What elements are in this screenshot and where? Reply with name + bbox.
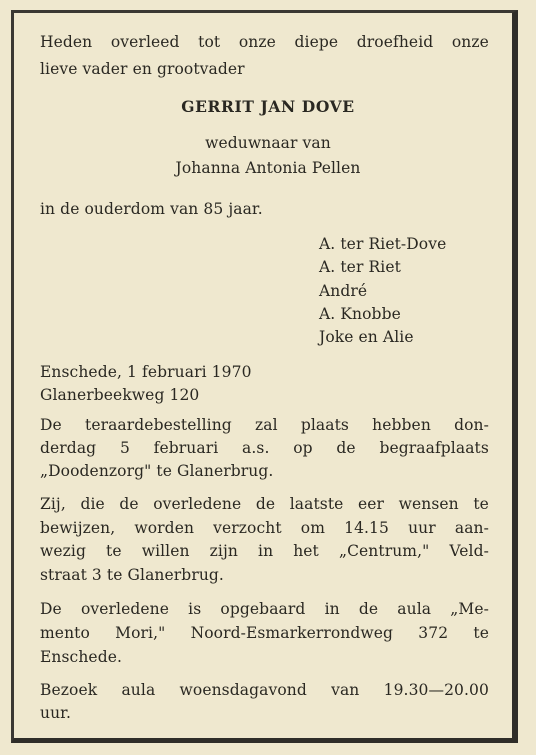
laid-out-line-2 [40, 623, 489, 643]
word: in [258, 542, 274, 560]
deceased-name: GERRIT JAN DOVE [181, 97, 355, 116]
condolence-line-3 [40, 541, 489, 561]
word: worden [134, 519, 195, 537]
word: don- [454, 416, 489, 434]
place-date: Enschede, 1 februari 1970 [40, 363, 252, 381]
word: overledene [80, 600, 170, 618]
word: onze [238, 33, 276, 51]
visit-line-1 [40, 680, 489, 700]
word: hebben [372, 416, 431, 434]
word: mento [40, 624, 90, 642]
word: eer [358, 495, 385, 513]
visit-line-2: uur. [40, 704, 71, 722]
word: de [255, 495, 276, 513]
address: Glanerbeekweg 120 [40, 386, 200, 404]
word: zijn [209, 542, 238, 560]
word: op [293, 439, 313, 457]
word: is [188, 600, 202, 618]
word: droefheid [356, 33, 434, 51]
spouse-name: Johanna Antonia Pellen [175, 159, 361, 177]
word: de [119, 495, 139, 513]
word: Noord-Esmarkerrondweg [190, 624, 394, 642]
laid-out-line-1 [40, 599, 489, 619]
family-member: A. ter Riet [319, 258, 401, 276]
word: Mori," [115, 624, 166, 642]
family-member: André [319, 282, 368, 300]
condolence-line-2 [40, 518, 489, 538]
family-member: Joke en Alie [319, 328, 414, 346]
word: te [473, 495, 489, 513]
word: verzocht [213, 519, 282, 537]
word: overledene [153, 495, 242, 513]
intro-line-2: lieve vader en grootvader [40, 60, 245, 78]
word: onze [451, 33, 489, 51]
word: om [300, 519, 326, 537]
word: aula [121, 681, 156, 699]
word: „Me- [450, 600, 489, 618]
word: derdag [40, 439, 97, 457]
laid-out-line-3: Enschede. [40, 648, 123, 666]
word: wensen [398, 495, 459, 513]
word: het [293, 542, 319, 560]
word: teraardebestelling [84, 416, 232, 434]
word: Bezoek [40, 681, 98, 699]
word: Veld- [449, 542, 489, 560]
word: wezig [40, 542, 86, 560]
widower-label: weduwnaar van [205, 134, 331, 152]
intro-line-1 [40, 32, 489, 52]
word: te [106, 542, 122, 560]
word: de [358, 600, 379, 618]
word: a.s. [242, 439, 270, 457]
word: De [40, 416, 62, 434]
word: uur [408, 519, 436, 537]
word: plaats [300, 416, 349, 434]
word: 5 [119, 439, 130, 457]
word: februari [153, 439, 219, 457]
word: begraafplaats [379, 439, 489, 457]
word: zal [254, 416, 278, 434]
word: laatste [289, 495, 344, 513]
word: aula [397, 600, 432, 618]
funeral-line-2 [40, 438, 489, 458]
family-member: A. ter Riet-Dove [319, 235, 447, 253]
word: Heden [40, 33, 93, 51]
word: De [40, 600, 62, 618]
word: „Centrum," [338, 542, 430, 560]
word: woensdagavond [179, 681, 307, 699]
word: opgebaard [220, 600, 306, 618]
word: aan- [454, 519, 489, 537]
word: de [336, 439, 356, 457]
word: 14.15 [344, 519, 389, 537]
word: in [324, 600, 340, 618]
word: te [473, 624, 489, 642]
age-line: in de ouderdom van 85 jaar. [40, 200, 263, 218]
word: overleed [110, 33, 180, 51]
word: bewijzen, [40, 519, 116, 537]
family-member: A. Knobbe [319, 305, 401, 323]
word: willen [141, 542, 190, 560]
word: diepe [294, 33, 339, 51]
condolence-line-1 [40, 494, 489, 514]
word: van [331, 681, 360, 699]
funeral-line-3: „Doodenzorg" te Glanerbrug. [40, 462, 274, 480]
funeral-line-1 [40, 415, 489, 435]
word: Zij, [40, 495, 66, 513]
word: 19.30—20.00 [383, 681, 489, 699]
word: tot [198, 33, 221, 51]
word: die [80, 495, 105, 513]
condolence-line-4: straat 3 te Glanerbrug. [40, 566, 224, 584]
word: 372 [418, 624, 449, 642]
